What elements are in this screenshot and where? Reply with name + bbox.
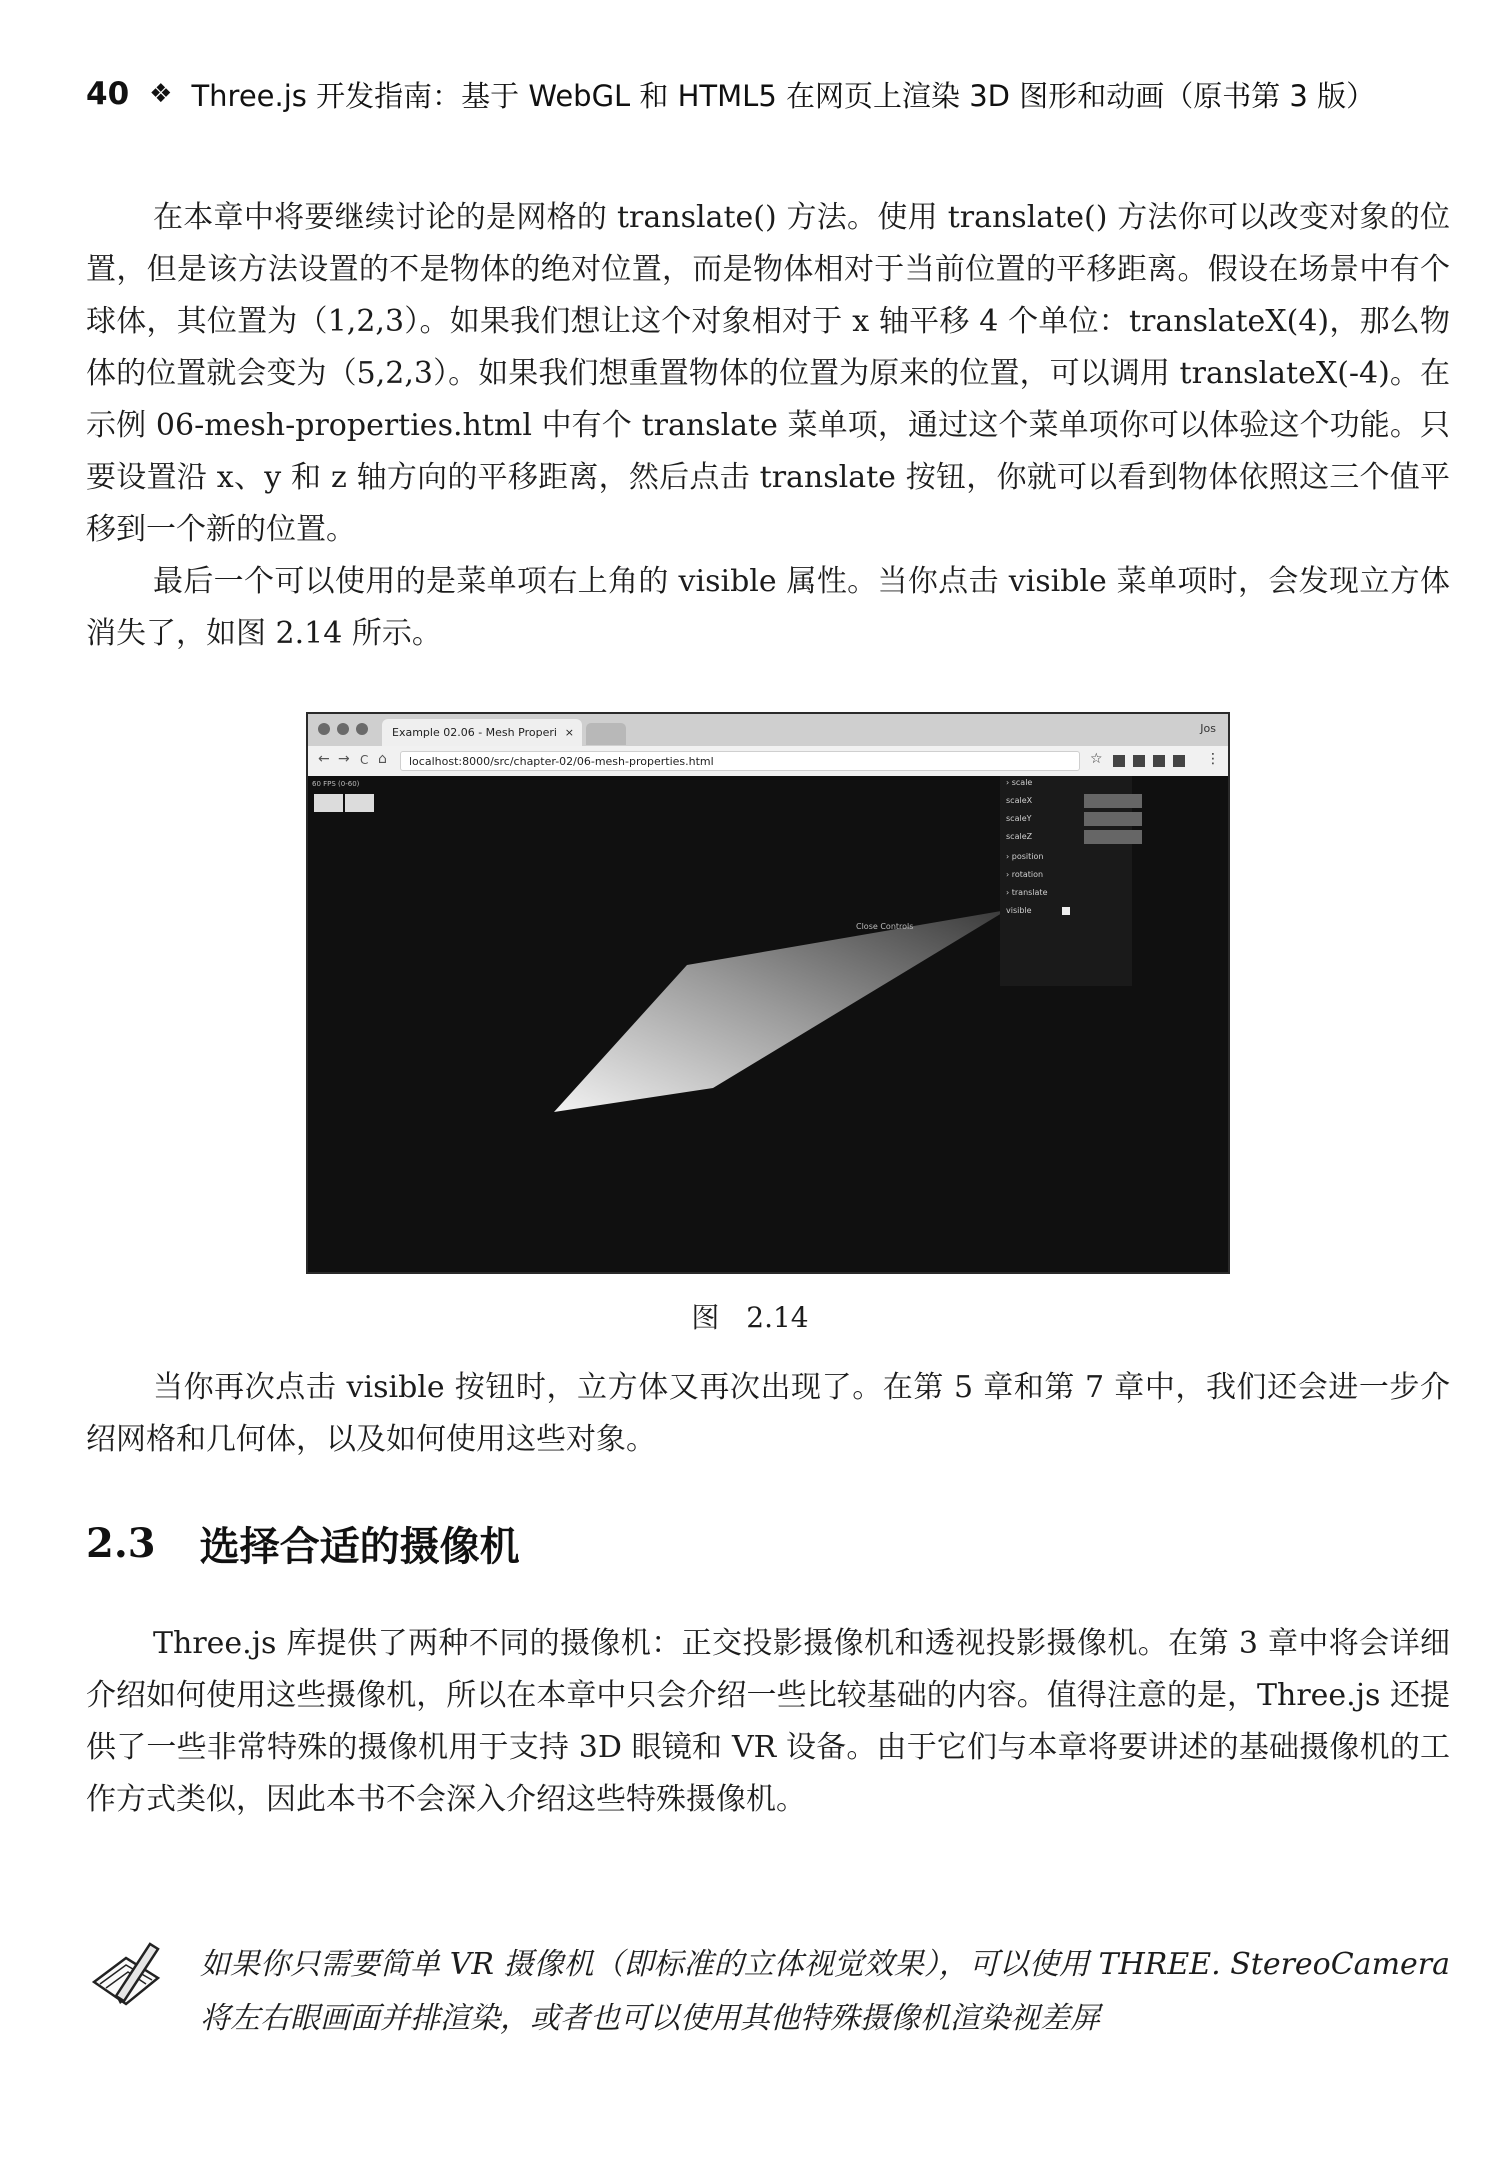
webgl-viewport[interactable] <box>308 776 1228 1272</box>
extension-icon[interactable] <box>1173 755 1185 767</box>
paragraph-reappear: 当你再次点击 visible 按钮时，立方体又再次出现了。在第 5 章和第 7 章中，我们还会进一步介绍网格和几何体，以及如何使用这些对象。 <box>86 1370 1450 1457</box>
home-icon[interactable]: ⌂ <box>378 751 387 767</box>
ornament-icon: ❖ <box>149 79 170 109</box>
page-number: 40 <box>86 76 130 112</box>
paragraph-cameras: Three.js 库提供了两种不同的摄像机：正交投影摄像机和透视投影摄像机。在第 3 章中将会详细介绍如何使用这些摄像机，所以在本章中只会介绍一些比较基础的内容。值得注意的是，Three.js 还提供了一些非常特殊的摄像机用于支持 3D 眼镜和 VR 设备。由于它们与本章将要讲述的基础摄像机的工作方式类似，因此本书不会深入介绍这些特殊摄像机。 <box>86 1626 1450 1817</box>
gui-label-scalez: scaleZ <box>1006 832 1033 841</box>
gui-label-scaley: scaleY <box>1006 814 1032 823</box>
extension-icon[interactable] <box>1113 755 1125 767</box>
bookmark-star-icon[interactable]: ☆ <box>1090 751 1103 767</box>
figure-caption: 图 2.14 <box>691 1301 809 1334</box>
reload-icon[interactable]: C <box>360 753 369 767</box>
note-pad-pencil-icon <box>86 1938 166 2010</box>
gui-label-scalex: scaleX <box>1006 796 1033 805</box>
new-tab-button[interactable] <box>586 723 626 745</box>
visible-checkbox[interactable] <box>1062 907 1070 915</box>
gui-folder-rotation[interactable]: › rotation <box>1006 870 1044 879</box>
gui-folder-translate[interactable]: › translate <box>1006 888 1048 897</box>
minimize-window-icon[interactable] <box>337 723 349 735</box>
browser-menu-icon[interactable]: ⋮ <box>1206 751 1220 767</box>
tab-close-icon[interactable]: × <box>564 726 574 739</box>
close-controls-button[interactable]: Close Controls <box>856 922 914 931</box>
note-text: 如果你只需要简单 VR 摄像机（即标准的立体视觉效果），可以使用 THREE. StereoCamera 将左右眼画面并排渲染，或者也可以使用其他特殊摄像机渲染视差屏 <box>200 1947 1450 2036</box>
section-title: 选择合适的摄像机 <box>199 1523 520 1570</box>
forward-arrow-icon[interactable]: → <box>338 751 350 767</box>
maximize-window-icon[interactable] <box>356 723 368 735</box>
paragraph-translate: 在本章中将要继续讨论的是网格的 translate() 方法。使用 translate() 方法你可以改变对象的位置，但是该方法设置的不是物体的绝对位置，而是物体相对于当前位置的平移距离。假设在场景中有个球体，其位置为（1,2,3）。如果我们想让这个对象相对于 x 轴平移 4 个单位：translateX(4)，那么物体的位置就会变为（5,2,3）。如果我们想重置物体的位置为原来的位置，可以调用 translateX(-4)。在示例 06-mesh-properties.html 中有个 translate 菜单项，通过这个菜单项你可以体验这个功能。只要设置沿 x、y 和 z 轴方向的平移距离，然后点击 translate 按钮，你就可以看到物体依照这三个值平移到一个新的位置。 <box>86 200 1450 547</box>
dat-gui-panel <box>1000 776 1132 986</box>
section-heading <box>86 1512 520 1574</box>
profile-label[interactable]: Jos <box>1200 722 1216 735</box>
figure-screenshot <box>306 712 1230 1274</box>
address-bar <box>308 746 1228 777</box>
url-field[interactable]: localhost:8000/src/chapter-02/06-mesh-properties.html <box>400 751 1080 771</box>
fps-counter: 60 FPS (0-60) <box>312 780 360 788</box>
ground-plane <box>554 910 1007 1112</box>
gui-folder-scale[interactable]: › scale <box>1006 778 1033 787</box>
tab-title: Example 02.06 - Mesh Properi <box>392 726 557 739</box>
back-arrow-icon[interactable]: ← <box>318 751 330 767</box>
section-number: 2.3 <box>86 1519 156 1567</box>
extension-icon[interactable] <box>1133 755 1145 767</box>
extension-icon[interactable] <box>1153 755 1165 767</box>
browser-tab-bar <box>308 714 1228 746</box>
scalex-slider[interactable] <box>1084 794 1142 808</box>
browser-tab[interactable] <box>382 719 582 746</box>
gui-folder-position[interactable]: › position <box>1006 852 1044 861</box>
scaley-slider[interactable] <box>1084 812 1142 826</box>
book-title: Three.js 开发指南：基于 WebGL 和 HTML5 在网页上渲染 3D 图形和动画（原书第 3 版） <box>191 78 1376 113</box>
paragraph-visible: 最后一个可以使用的是菜单项右上角的 visible 属性。当你点击 visible 菜单项时，会发现立方体消失了，如图 2.14 所示。 <box>86 564 1450 651</box>
gui-label-visible: visible <box>1006 906 1032 915</box>
running-header <box>86 64 1446 124</box>
window-controls <box>318 723 368 735</box>
close-window-icon[interactable] <box>318 723 330 735</box>
scalez-slider[interactable] <box>1084 830 1142 844</box>
